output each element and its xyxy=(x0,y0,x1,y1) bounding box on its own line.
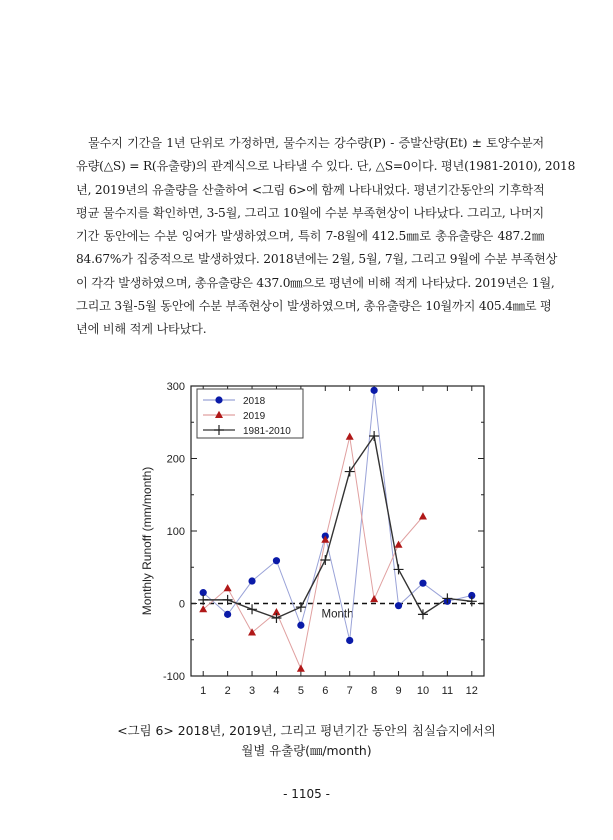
x-tick-label: 10 xyxy=(416,685,430,697)
legend-marker-2018 xyxy=(215,396,222,403)
figure-caption-line-1: <그림 6> 2018년, 2019년, 그리고 평년기간 동안의 침실습지에서의 xyxy=(117,723,496,738)
x-tick-label: 5 xyxy=(297,685,304,697)
data-point-2018 xyxy=(297,622,304,629)
data-point-2018 xyxy=(273,557,280,564)
x-tick-label: 7 xyxy=(346,685,353,697)
paragraph-line: 유량(△S) = R(유출량)의 관계식으로 나타낼 수 있다. 단, △S=0이다. 평년(1981-2010), 2018 xyxy=(76,159,576,174)
x-axis-label: Month xyxy=(321,608,354,621)
legend-label-2019: 2019 xyxy=(243,411,266,422)
data-point-2019 xyxy=(199,605,207,612)
x-tick-label: 12 xyxy=(465,685,478,697)
y-tick-label: 200 xyxy=(166,453,185,466)
x-tick-label: 11 xyxy=(441,685,454,697)
data-point-2018 xyxy=(419,580,426,587)
data-point-2019 xyxy=(297,665,305,672)
data-point-2018 xyxy=(371,387,378,394)
data-point-1981-2010 xyxy=(345,467,355,477)
paragraph-line: 평균 물수지를 확인하면, 3-5월, 그리고 10월에 수분 부족현상이 나타났다. 그리고, 나머지 xyxy=(76,205,544,220)
data-point-1981-2010 xyxy=(369,431,379,441)
data-point-2018 xyxy=(346,637,353,644)
data-point-2019 xyxy=(370,595,378,602)
y-tick-label: 300 xyxy=(166,381,185,393)
paragraph-line: 84.67%가 집중적으로 발생하였다. 2018년에는 2월, 5월, 7월, 그리고 9월에 수분 부족현상 xyxy=(76,252,558,267)
data-point-2019 xyxy=(419,512,427,519)
series-line-1981-2010 xyxy=(203,436,472,618)
paragraph-line: 그리고 3월-5월 동안에 수분 부족현상이 발생하였으며, 총유출량은 10월까지 405.4㎜로 평 xyxy=(76,299,552,314)
data-point-1981-2010 xyxy=(467,596,477,606)
y-tick-label: 100 xyxy=(166,526,185,538)
series-line-2019 xyxy=(203,437,423,669)
data-point-2019 xyxy=(224,584,232,591)
runoff-chart xyxy=(135,376,495,706)
x-tick-label: 8 xyxy=(371,685,378,697)
x-tick-label: 6 xyxy=(322,685,329,697)
body-paragraph xyxy=(76,132,576,342)
figure-caption-line-2: 월별 유출량(㎜/month) xyxy=(241,743,372,758)
legend-label-2018: 2018 xyxy=(243,396,266,407)
x-tick-label: 9 xyxy=(395,685,402,697)
paragraph-line: 이 각각 발생하였으며, 총유출량은 437.0㎜으로 평년에 비해 적게 나타났다. 2019년은 1월, xyxy=(76,275,555,290)
y-tick-label: -100 xyxy=(162,671,185,683)
x-tick-label: 1 xyxy=(200,685,207,697)
legend-label-1981-2010: 1981-2010 xyxy=(243,426,291,437)
page-number: - 1105 - xyxy=(283,787,330,801)
x-tick-label: 4 xyxy=(273,685,280,697)
data-point-2018 xyxy=(248,577,255,584)
x-tick-label: 3 xyxy=(248,685,256,697)
paragraph-line: 기간 동안에는 수분 잉여가 발생하였으며, 특히 7-8월에 412.5㎜로 총유출량은 487.2㎜ xyxy=(76,229,544,244)
paragraph-line: 년에 비해 적게 나타났다. xyxy=(76,322,207,337)
y-tick-label: 0 xyxy=(178,598,185,611)
x-tick-label: 2 xyxy=(224,685,231,697)
data-point-2019 xyxy=(248,628,256,635)
data-point-2018 xyxy=(224,611,231,618)
data-point-2019 xyxy=(346,433,354,440)
data-point-1981-2010 xyxy=(247,604,257,614)
y-axis-label: Monthly Runoff (mm/month) xyxy=(140,466,154,616)
data-point-2018 xyxy=(395,602,402,609)
paragraph-line: 년, 2019년의 유출량을 산출하여 <그림 6>에 함께 나타내었다. 평년기간동안의 기후학적 xyxy=(76,182,545,197)
data-point-1981-2010 xyxy=(418,609,428,619)
paragraph-line: 물수지 기간을 1년 단위로 가정하면, 물수지는 강수량(P) - 증발산량(Et) ± 토양수분저 xyxy=(88,136,544,150)
